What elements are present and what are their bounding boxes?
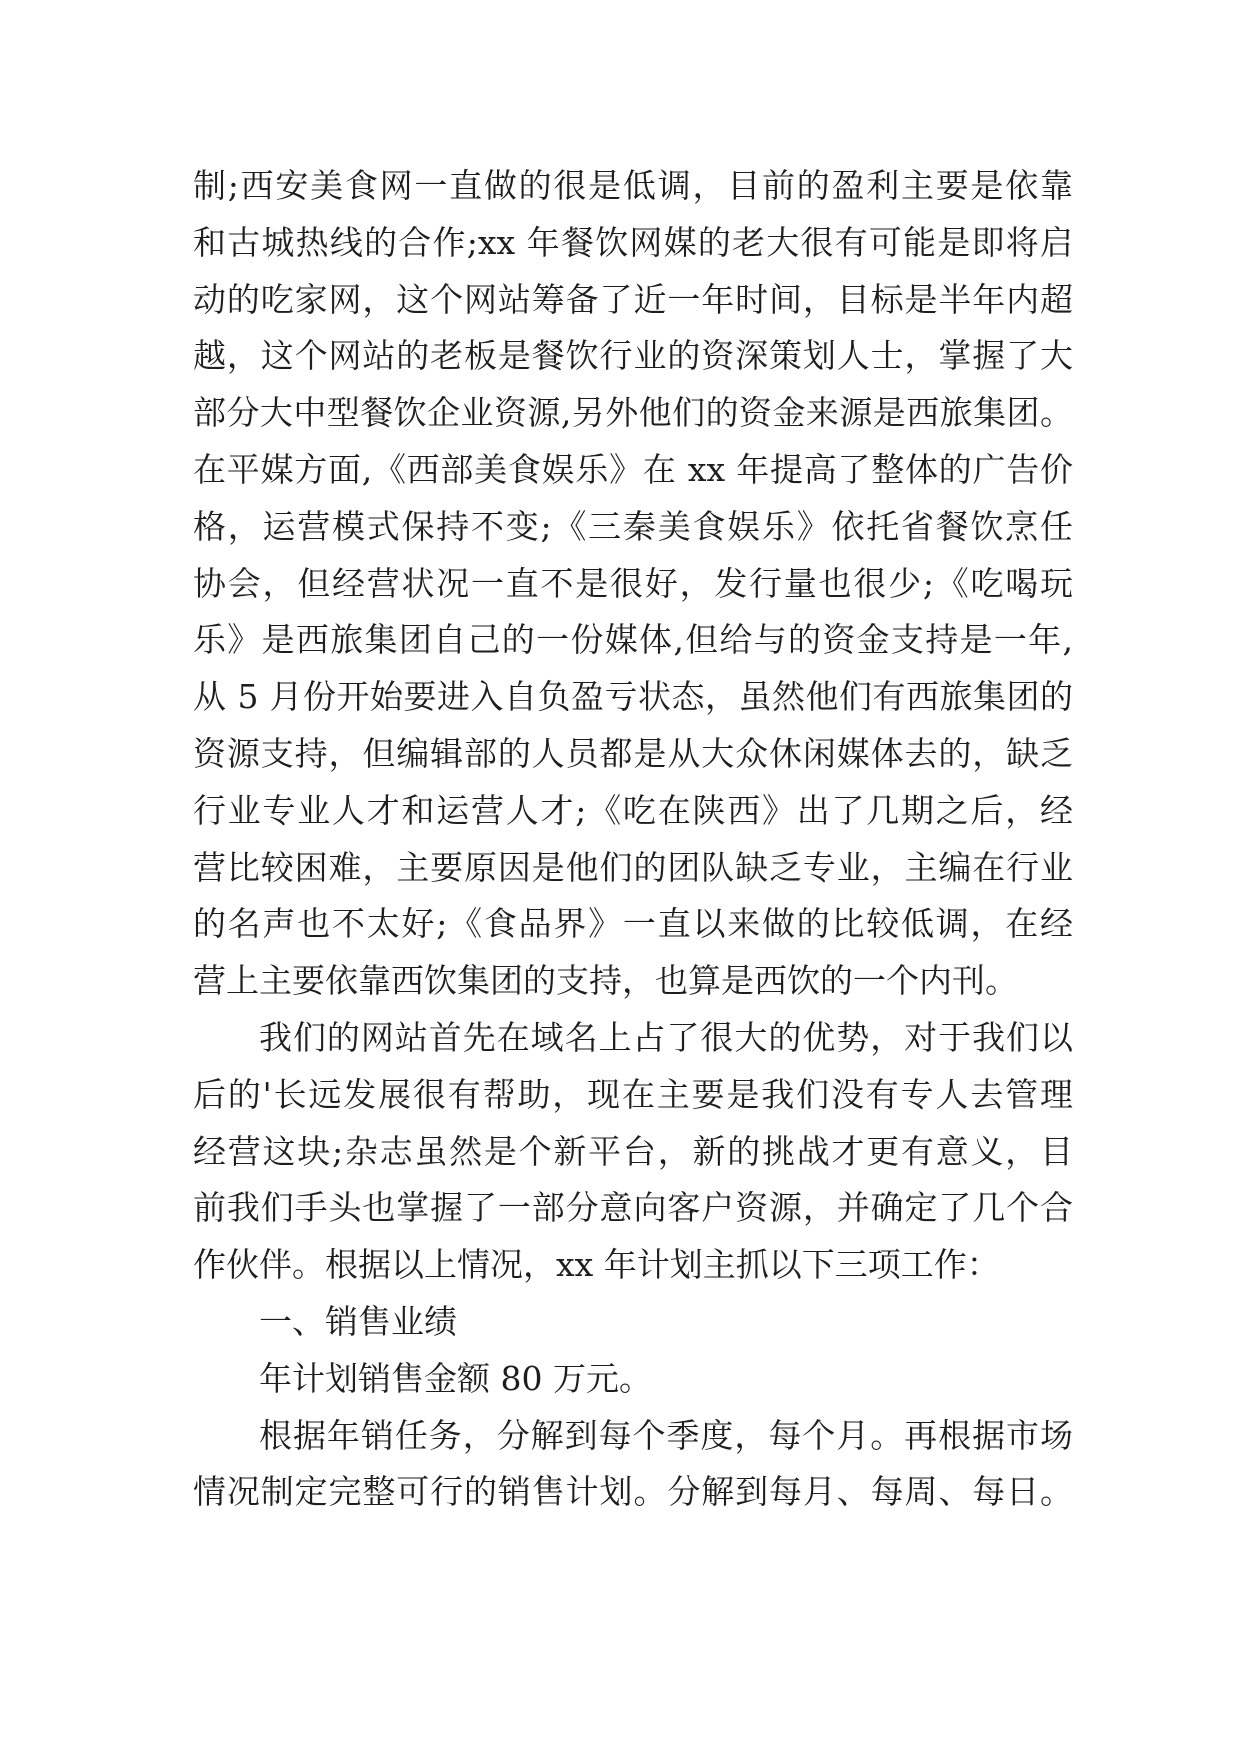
text-line: 在平媒方面,《西部美食娱乐》在 xx 年提高了整体的广告价 <box>193 449 1073 489</box>
text-line: 从 5 月份开始要进入自负盈亏状态，虽然他们有西旅集团的 <box>193 677 1073 717</box>
text-line: 一、销售业绩 <box>259 1301 457 1341</box>
text-line: 年计划销售金额 80 万元。 <box>259 1358 652 1398</box>
text-line: 协会，但经营状况一直不是很好，发行量也很少;《吃喝玩 <box>193 563 1073 603</box>
text-line: 我们的网站首先在域名上占了很大的优势，对于我们以 <box>259 1017 1073 1057</box>
text-line: 的名声也不太好;《食品界》一直以来做的比较低调，在经 <box>193 904 1073 944</box>
text-line: 作伙伴。根据以上情况，xx 年计划主抓以下三项工作： <box>193 1245 1000 1285</box>
text-line: 情况制定完整可行的销售计划。分解到每月、每周、每日。 <box>193 1472 1073 1512</box>
text-line: 乐》是西旅集团自己的一份媒体,但给与的资金支持是一年, <box>193 620 1073 660</box>
body-text <box>193 158 1073 1521</box>
text-line: 营上主要依靠西饮集团的支持，也算是西饮的一个内刊。 <box>193 961 1018 1001</box>
text-line: 经营这块;杂志虽然是个新平台，新的挑战才更有意义，目 <box>193 1131 1073 1171</box>
text-line: 制;西安美食网一直做的很是低调，目前的盈利主要是依靠 <box>193 166 1073 205</box>
text-line: 动的吃家网，这个网站筹备了近一年时间，目标是半年内超 <box>193 279 1073 319</box>
text-line: 越，这个网站的老板是餐饮行业的资深策划人士，掌握了大 <box>193 336 1073 376</box>
text-line: 资源支持，但编辑部的人员都是从大众休闲媒体去的，缺乏 <box>193 733 1073 773</box>
text-line: 前我们手头也掌握了一部分意向客户资源，并确定了几个合 <box>193 1188 1073 1228</box>
text-line: 营比较困难，主要原因是他们的团队缺乏专业，主编在行业 <box>193 847 1073 887</box>
text-line: 后的'长远发展很有帮助，现在主要是我们没有专人去管理 <box>193 1074 1073 1114</box>
text-line: 和古城热线的合作;xx 年餐饮网媒的老大很有可能是即将启 <box>193 222 1073 262</box>
text-line: 行业专业人才和运营人才;《吃在陕西》出了几期之后，经 <box>193 790 1073 830</box>
text-line: 部分大中型餐饮企业资源,另外他们的资金来源是西旅集团。 <box>193 393 1073 433</box>
text-line: 根据年销任务，分解到每个季度，每个月。再根据市场 <box>259 1415 1073 1455</box>
text-line: 格，运营模式保持不变;《三秦美食娱乐》依托省餐饮烹任 <box>193 506 1073 546</box>
